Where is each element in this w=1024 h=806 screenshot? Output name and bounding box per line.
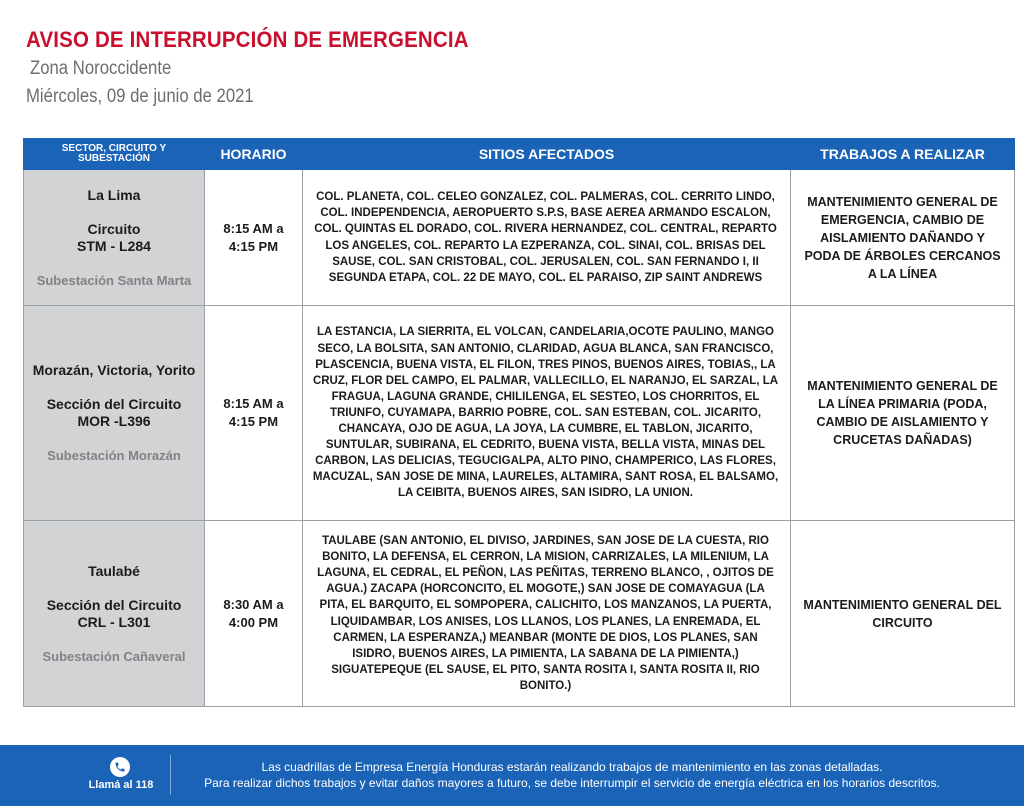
zone-subtitle: Zona Noroccidente bbox=[30, 58, 172, 79]
schedule-start: 8:15 AM a bbox=[223, 220, 284, 236]
footer-divider bbox=[170, 755, 171, 795]
sector-cell bbox=[24, 170, 205, 306]
circuit-label: Sección del Circuito bbox=[46, 396, 182, 412]
circuit-code: CRL - L301 bbox=[77, 613, 151, 630]
substation-name: Subestación Morazán bbox=[47, 448, 181, 463]
substation-name: Subestación Santa Marta bbox=[36, 272, 192, 288]
table-header-row bbox=[24, 139, 1015, 170]
table-row bbox=[24, 306, 1015, 521]
schedule-end: 4:00 PM bbox=[228, 614, 279, 630]
sector-cell bbox=[24, 521, 205, 707]
substation-name: Subestación Cañaveral bbox=[42, 648, 186, 664]
work-description: MANTENIMIENTO GENERAL DE LA LÍNEA PRIMARIA (PODA, CAMBIO DE AISLAMIENTO Y CRUCETAS DAÑADAS) bbox=[791, 306, 1015, 521]
outage-table bbox=[23, 138, 1015, 707]
schedule-cell bbox=[205, 521, 303, 707]
circuit-label: Sección del Circuito bbox=[46, 596, 182, 613]
sector-name: Taulabé bbox=[88, 562, 140, 579]
header-horario: HORARIO bbox=[205, 139, 303, 170]
circuit-label: Circuito bbox=[87, 220, 141, 237]
schedule-cell bbox=[205, 306, 303, 521]
header-sitios: SITIOS AFECTADOS bbox=[303, 139, 791, 170]
footer-line-1: Las cuadrillas de Empresa Energía Honduras estarán realizando trabajos de mantenimiento en las zonas detalladas. bbox=[261, 760, 883, 774]
header-trabajos: TRABAJOS A REALIZAR bbox=[791, 139, 1015, 170]
schedule-end: 4:15 PM bbox=[228, 414, 279, 429]
schedule-start: 8:30 AM a bbox=[223, 596, 284, 612]
schedule-cell bbox=[205, 170, 303, 306]
work-description: MANTENIMIENTO GENERAL DEL CIRCUITO bbox=[791, 521, 1015, 707]
header-sector: SECTOR, CIRCUITO Y SUBESTACIÓN bbox=[24, 139, 205, 170]
circuit-code: MOR -L396 bbox=[77, 413, 151, 429]
sector-name: Morazán, Victoria, Yorito bbox=[32, 362, 196, 378]
sector-name: La Lima bbox=[87, 186, 141, 203]
schedule-start: 8:15 AM a bbox=[223, 396, 284, 411]
table-row bbox=[24, 521, 1015, 707]
date-subtitle: Miércoles, 09 de junio de 2021 bbox=[26, 86, 254, 107]
affected-sites: LA ESTANCIA, LA SIERRITA, EL VOLCAN, CANDELARIA,OCOTE PAULINO, MANGO SECO, LA BOLSITA, SAN ANTONIO, CLARIDAD, AGUA BLANCA, SAN FRANCISCO, PLASCENCIA, BUENA VISTA, EL FILON, TRES PINOS, BUENOS AIRES, TOBIAS,, LA CRUZ, FLOR DEL CAMPO, EL PALMAR, VALLECILLO, EL NARANJO, EL SARZAL, LA FRAGUA, LAGUNA GRANDE, CHILILENGA, EL SESTEO, LOS CHORRITOS, EL TRIUNFO, CUYAMAPA, BARRIO POBRE, COL. SAN ESTEBAN, COL. JICARITO, CHANCAYA, OJO DE AGUA, LA JOYA, LA CUMBRE, EL TABLON, JICARITO, SUNTULAR, SUBIRANA, EL CEDRITO, BUENA VISTA, BELLA VISTA, MINAS DEL CARBON, LAS DELICIAS, TEGUCIGALPA, ALTO PINO, CHAMPERICO, LAS FLORES, MACUZAL, SAN JOSE DE MINA, LAURELES, ALTAMIRA, SANT ROSA, EL BALSAMO, LA CEIBITA, BUENOS AIRES, SAN ISIDRO, LA UNION. bbox=[303, 306, 791, 521]
schedule-end: 4:15 PM bbox=[228, 238, 279, 254]
footer-line-2: Para realizar dichos trabajos y evitar daños mayores a futuro, se debe interrumpir el servicio de energía eléctrica en los horarios descritos. bbox=[204, 776, 940, 790]
table-row bbox=[24, 170, 1015, 306]
phone-icon[interactable] bbox=[110, 757, 130, 777]
affected-sites: TAULABE (SAN ANTONIO, EL DIVISO, JARDINES, SAN JOSE DE LA CUESTA, RIO BONITO, LA DEFENSA, EL CERRON, LA MISION, CARRIZALES, LA MILENIUM, LA LAGUNA, EL CEDRAL, EL PEÑON, LAS PEÑITAS, TERRENO BLANCO, , OJITOS DE AGUA.) ZACAPA (HORCONCITO, EL MOGOTE,) SAN JOSE DE COMAYAGUA (LA PITA, EL BARQUITO, EL SOMPOPERA, CALICHITO, LOS MANZANOS, LA PUERTA, LIQUIDAMBAR, LOS ANISES, LOS LLANOS, LOS PLANES, LA ENREMADA, EL CARMEN, LA ESPERANZA,) MEANBAR (MONTE DE DIOS, LOS PLANES, SAN ISIDRO, BUENOS AIRES, LA PIMIENTA, LA SABANA DE LA PIMIENTA,) SIGUATEPEQUE (EL SAUSE, EL PITO, SANTA ROSITA I, SANTA ROSITA II, RIO BONITO.) bbox=[303, 521, 791, 707]
affected-sites: COL. PLANETA, COL. CELEO GONZALEZ, COL. PALMERAS, COL. CERRITO LINDO, COL. INDEPENDENCIA, AEROPUERTO S.P.S, BASE AEREA ARMANDO ESCALON, COL. QUINTAS EL DORADO, COL. RIVERA HERNANDEZ, COL. CENTRAL, REPARTO LOS ANGELES, COL. REPARTO LA EZPERANZA, COL. SINAI, COL. BRISAS DEL SAUSE, COL. SAN CRISTOBAL, COL. JERUSALEN, COL. SAN FERNANDO I, II SEGUNDA ETAPA, COL. 22 DE MAYO, COL. EL PARAISO, ZIP SAINT ANDREWS bbox=[303, 170, 791, 306]
phone-glyph bbox=[114, 761, 126, 773]
call-label[interactable]: Llamá al 118 bbox=[88, 779, 154, 791]
work-description: MANTENIMIENTO GENERAL DE EMERGENCIA, CAMBIO DE AISLAMIENTO DAÑANDO Y PODA DE ÁRBOLES CERCANOS A LA LÍNEA bbox=[791, 170, 1015, 306]
footer-message bbox=[182, 759, 962, 791]
page-title: AVISO DE INTERRUPCIÓN DE EMERGENCIA bbox=[26, 27, 469, 52]
circuit-code: STM - L284 bbox=[77, 237, 151, 254]
footer-bar bbox=[0, 745, 1024, 806]
sector-cell bbox=[24, 306, 205, 521]
